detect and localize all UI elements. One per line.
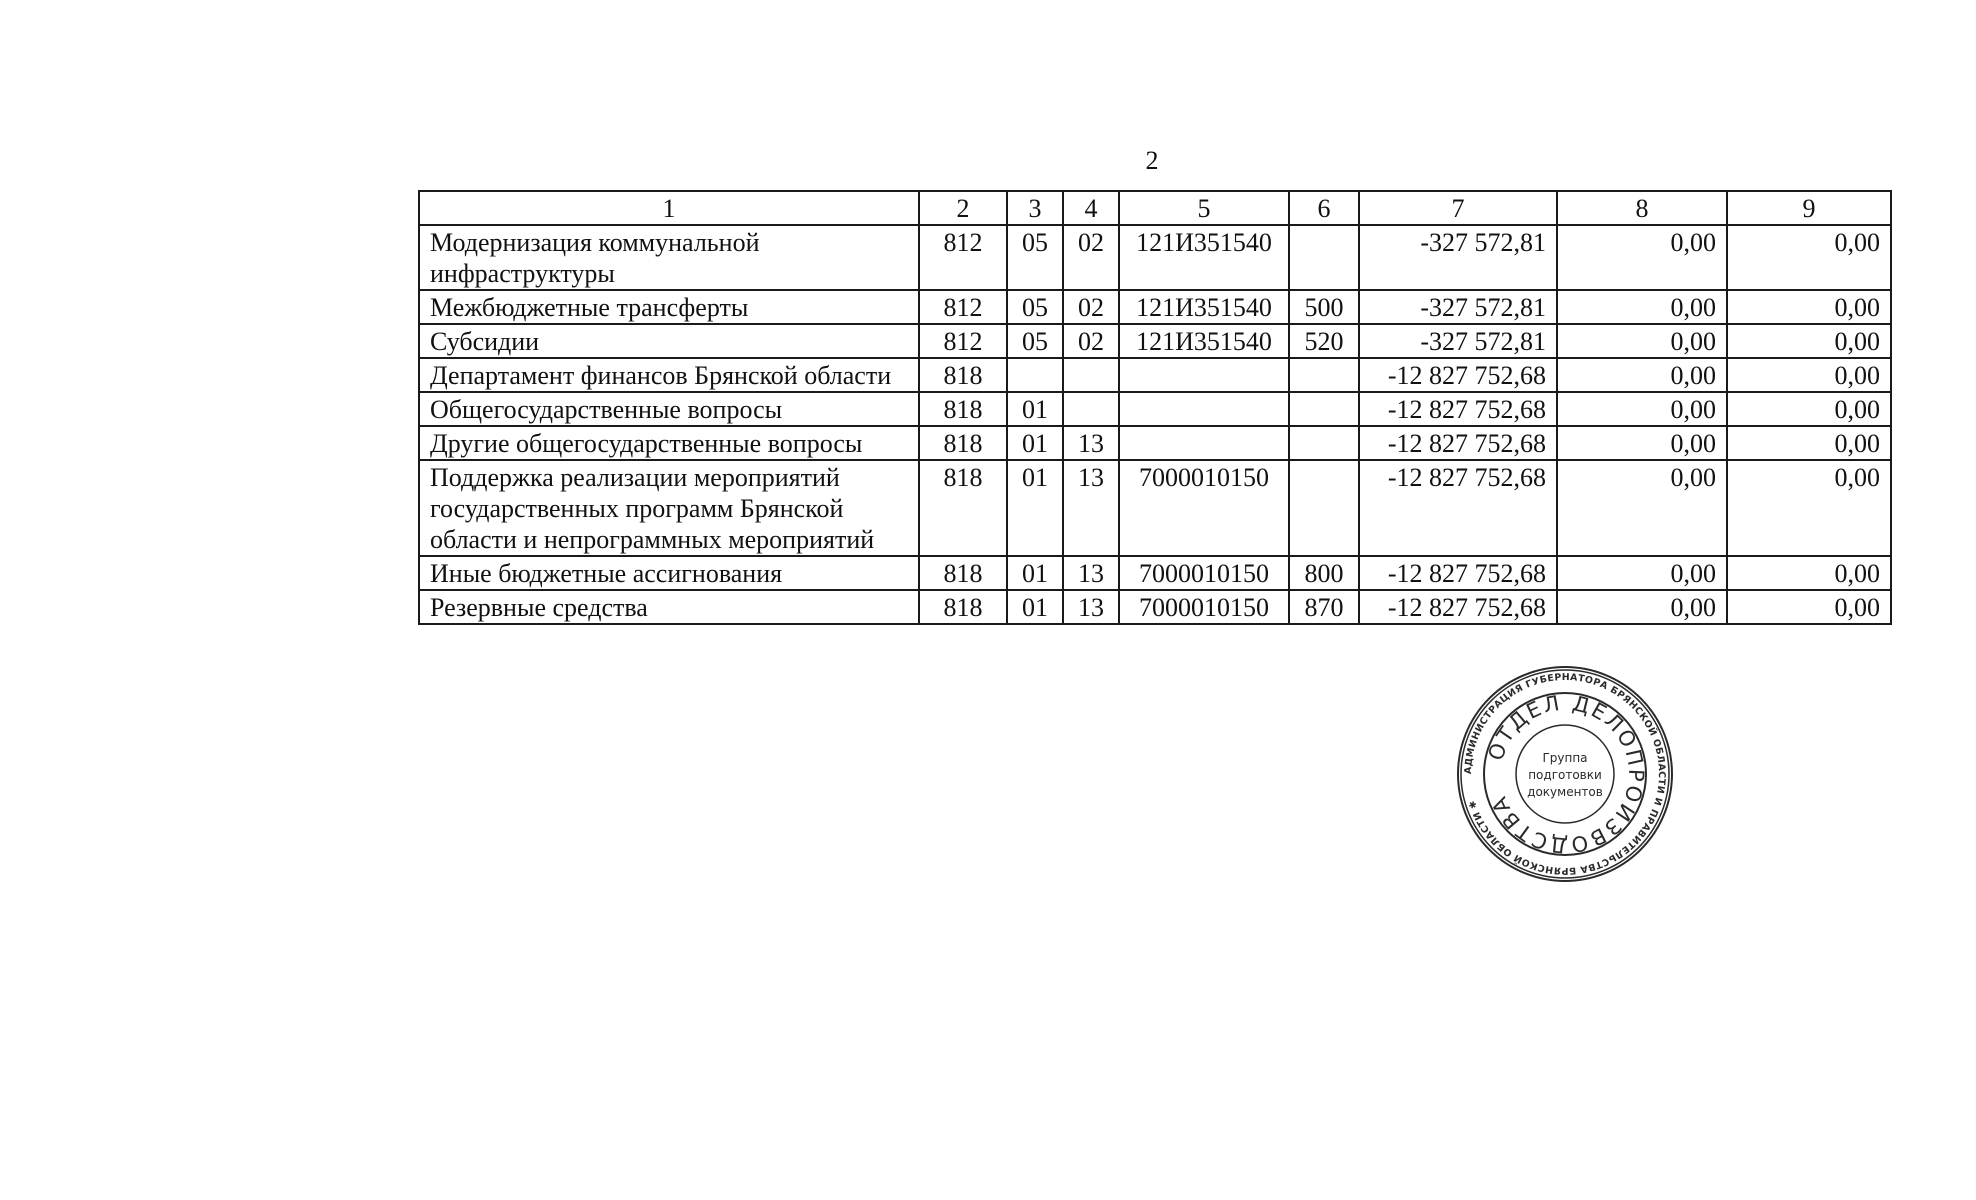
row-name: Модернизация коммунальной инфраструктуры xyxy=(419,225,919,290)
cell-subsection: 13 xyxy=(1063,460,1119,556)
cell-amount-col8: 0,00 xyxy=(1557,358,1727,392)
cell-subsection xyxy=(1063,392,1119,426)
cell-gr-code: 818 xyxy=(919,460,1007,556)
cell-amount-col7: -12 827 752,68 xyxy=(1359,556,1557,590)
cell-amount-col9: 0,00 xyxy=(1727,324,1891,358)
cell-amount-col7: -12 827 752,68 xyxy=(1359,590,1557,624)
cell-amount-col8: 0,00 xyxy=(1557,290,1727,324)
cell-amount-col9: 0,00 xyxy=(1727,556,1891,590)
table-row xyxy=(419,392,1891,426)
cell-amount-col9: 0,00 xyxy=(1727,590,1891,624)
column-header: 1 xyxy=(419,191,919,225)
cell-amount-col9: 0,00 xyxy=(1727,358,1891,392)
cell-subsection: 13 xyxy=(1063,590,1119,624)
cell-amount-col8: 0,00 xyxy=(1557,324,1727,358)
header-row xyxy=(419,191,1891,225)
column-header: 5 xyxy=(1119,191,1289,225)
stamp-inner-text: ОТДЕЛ ДЕЛОПРОИЗВОДСТВА xyxy=(1483,690,1649,858)
cell-amount-col9: 0,00 xyxy=(1727,460,1891,556)
page-number: 2 xyxy=(1145,146,1159,175)
cell-section: 01 xyxy=(1007,556,1063,590)
cell-amount-col9: 0,00 xyxy=(1727,392,1891,426)
row-name: Субсидии xyxy=(419,324,919,358)
cell-section: 01 xyxy=(1007,426,1063,460)
cell-amount-col7: -327 572,81 xyxy=(1359,324,1557,358)
row-name: Резервные средства xyxy=(419,590,919,624)
stamp-outer-text: АДМИНИСТРАЦИЯ ГУБЕРНАТОРА БРЯНСКОЙ ОБЛАСТИ И ПРАВИТЕЛЬСТВА БРЯНСКОЙ ОБЛАСТИ ✱ xyxy=(1462,671,1668,877)
cell-subsection: 13 xyxy=(1063,426,1119,460)
cell-target-article: 121И351540 xyxy=(1119,225,1289,290)
row-name: Иные бюджетные ассигнования xyxy=(419,556,919,590)
cell-expense-type: 800 xyxy=(1289,556,1359,590)
cell-amount-col7: -327 572,81 xyxy=(1359,290,1557,324)
row-name: Поддержка реализации мероприятий государственных программ Брянской области и непрограммных мероприятий xyxy=(419,460,919,556)
column-header: 7 xyxy=(1359,191,1557,225)
cell-expense-type xyxy=(1289,225,1359,290)
cell-subsection: 02 xyxy=(1063,290,1119,324)
column-header: 6 xyxy=(1289,191,1359,225)
cell-gr-code: 818 xyxy=(919,590,1007,624)
table-row xyxy=(419,358,1891,392)
cell-expense-type xyxy=(1289,426,1359,460)
row-name: Департамент финансов Брянской области xyxy=(419,358,919,392)
cell-gr-code: 818 xyxy=(919,426,1007,460)
column-header: 3 xyxy=(1007,191,1063,225)
cell-amount-col7: -12 827 752,68 xyxy=(1359,426,1557,460)
cell-target-article: 121И351540 xyxy=(1119,324,1289,358)
column-header: 8 xyxy=(1557,191,1727,225)
row-name: Общегосударственные вопросы xyxy=(419,392,919,426)
cell-gr-code: 812 xyxy=(919,290,1007,324)
stamp-center-line: подготовки xyxy=(1528,768,1602,782)
column-header: 4 xyxy=(1063,191,1119,225)
cell-gr-code: 818 xyxy=(919,358,1007,392)
cell-subsection: 02 xyxy=(1063,324,1119,358)
cell-subsection: 13 xyxy=(1063,556,1119,590)
table-row xyxy=(419,324,1891,358)
cell-expense-type xyxy=(1289,460,1359,556)
cell-subsection xyxy=(1063,358,1119,392)
cell-amount-col8: 0,00 xyxy=(1557,392,1727,426)
table-row xyxy=(419,590,1891,624)
cell-target-article xyxy=(1119,426,1289,460)
row-name: Другие общегосударственные вопросы xyxy=(419,426,919,460)
stamp-center-line: Группа xyxy=(1542,751,1588,765)
cell-target-article xyxy=(1119,392,1289,426)
cell-amount-col7: -327 572,81 xyxy=(1359,225,1557,290)
cell-amount-col7: -12 827 752,68 xyxy=(1359,392,1557,426)
row-name: Межбюджетные трансферты xyxy=(419,290,919,324)
budget-table xyxy=(418,190,1892,625)
cell-amount-col8: 0,00 xyxy=(1557,426,1727,460)
cell-amount-col7: -12 827 752,68 xyxy=(1359,460,1557,556)
cell-expense-type xyxy=(1289,358,1359,392)
cell-section: 01 xyxy=(1007,460,1063,556)
cell-amount-col9: 0,00 xyxy=(1727,290,1891,324)
stamp-center-line: документов xyxy=(1527,785,1603,799)
cell-expense-type: 520 xyxy=(1289,324,1359,358)
column-header: 2 xyxy=(919,191,1007,225)
table-row xyxy=(419,290,1891,324)
column-header: 9 xyxy=(1727,191,1891,225)
cell-target-article: 7000010150 xyxy=(1119,460,1289,556)
cell-target-article: 7000010150 xyxy=(1119,590,1289,624)
cell-amount-col7: -12 827 752,68 xyxy=(1359,358,1557,392)
cell-amount-col8: 0,00 xyxy=(1557,590,1727,624)
cell-amount-col8: 0,00 xyxy=(1557,225,1727,290)
cell-amount-col9: 0,00 xyxy=(1727,225,1891,290)
office-stamp xyxy=(1456,665,1674,883)
cell-expense-type xyxy=(1289,392,1359,426)
cell-section: 01 xyxy=(1007,392,1063,426)
cell-target-article xyxy=(1119,358,1289,392)
cell-gr-code: 818 xyxy=(919,556,1007,590)
cell-target-article: 7000010150 xyxy=(1119,556,1289,590)
cell-gr-code: 812 xyxy=(919,225,1007,290)
table-row xyxy=(419,426,1891,460)
cell-subsection: 02 xyxy=(1063,225,1119,290)
table-row xyxy=(419,556,1891,590)
cell-gr-code: 812 xyxy=(919,324,1007,358)
cell-target-article: 121И351540 xyxy=(1119,290,1289,324)
cell-amount-col9: 0,00 xyxy=(1727,426,1891,460)
cell-section: 05 xyxy=(1007,290,1063,324)
cell-amount-col8: 0,00 xyxy=(1557,556,1727,590)
cell-gr-code: 818 xyxy=(919,392,1007,426)
table-row xyxy=(419,225,1891,290)
cell-amount-col8: 0,00 xyxy=(1557,460,1727,556)
cell-section xyxy=(1007,358,1063,392)
cell-expense-type: 870 xyxy=(1289,590,1359,624)
cell-section: 01 xyxy=(1007,590,1063,624)
cell-section: 05 xyxy=(1007,324,1063,358)
table-row xyxy=(419,460,1891,556)
cell-expense-type: 500 xyxy=(1289,290,1359,324)
cell-section: 05 xyxy=(1007,225,1063,290)
